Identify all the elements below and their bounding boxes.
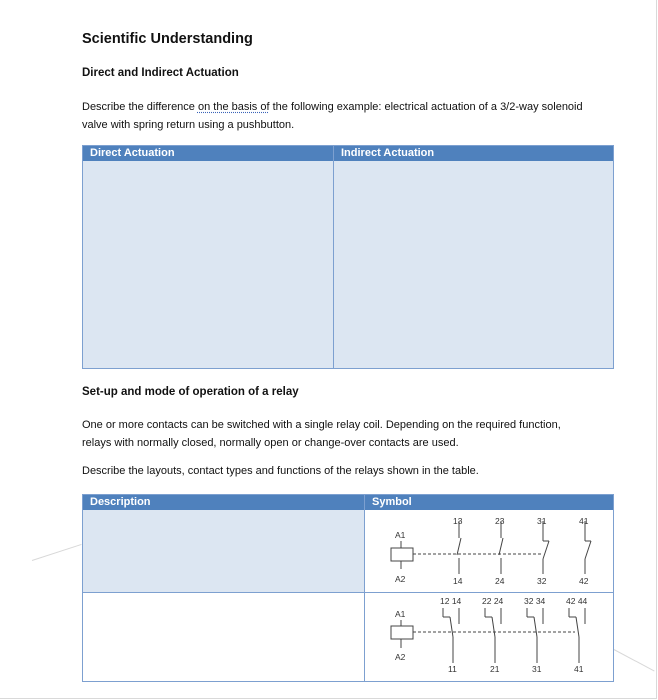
header-description: Description bbox=[83, 495, 364, 510]
relay1-coil-bottom-label: A2 bbox=[395, 574, 406, 584]
relay1-coil bbox=[391, 548, 413, 561]
relay2-top-label: 12 14 bbox=[440, 596, 462, 606]
relay1-bottom-label: 32 bbox=[537, 576, 547, 586]
column-divider bbox=[333, 146, 334, 368]
header-symbol: Symbol bbox=[365, 495, 613, 510]
relay2-bottom-label: 11 bbox=[448, 664, 457, 674]
section-heading-relay: Set-up and mode of operation of a relay bbox=[82, 386, 299, 398]
relay-paragraph-line-2: relays with normally closed, normally open or change-over contacts are used. bbox=[82, 437, 459, 449]
header-indirect-actuation: Indirect Actuation bbox=[334, 146, 613, 161]
instruction-line-1 bbox=[82, 101, 583, 113]
page-title: Scientific Understanding bbox=[82, 31, 253, 47]
relay2-symbol bbox=[365, 593, 612, 680]
instruction-text-end: the following example: electrical actuation of a 3/2-way solenoid bbox=[269, 101, 583, 113]
relay2-description-cell[interactable] bbox=[83, 593, 364, 681]
section-heading-actuation: Direct and Indirect Actuation bbox=[82, 67, 239, 79]
relay2-top-label: 32 34 bbox=[524, 596, 546, 606]
direct-actuation-cell[interactable] bbox=[83, 161, 333, 368]
grammar-flag[interactable]: on the basis of bbox=[197, 101, 270, 113]
instruction-text-start: Describe the difference bbox=[82, 101, 198, 113]
relay-table bbox=[82, 494, 614, 682]
relay1-bottom-label: 14 bbox=[453, 576, 463, 586]
relay2-coil bbox=[391, 626, 413, 639]
relay1-top-label: 13 bbox=[453, 516, 463, 526]
header-direct-actuation: Direct Actuation bbox=[83, 146, 333, 161]
relay1-symbol bbox=[365, 511, 612, 591]
relay2-top-label: 22 24 bbox=[482, 596, 504, 606]
relay2-bottom-label: 21 bbox=[490, 664, 500, 674]
relay1-top-label: 31 bbox=[537, 516, 547, 526]
relay2-bottom-label: 31 bbox=[532, 664, 542, 674]
relay2-top-label: 42 44 bbox=[566, 596, 588, 606]
relay2-bottom-label: 41 bbox=[574, 664, 584, 674]
relay2-coil-top-label: A1 bbox=[395, 609, 406, 619]
actuation-table bbox=[82, 145, 614, 369]
indirect-actuation-cell[interactable] bbox=[334, 161, 613, 368]
relay1-top-label: 41 bbox=[579, 516, 589, 526]
relay1-bottom-label: 24 bbox=[495, 576, 505, 586]
relay-instruction: Describe the layouts, contact types and functions of the relays shown in the table. bbox=[82, 465, 479, 477]
instruction-line-2: valve with spring return using a pushbutton. bbox=[82, 119, 295, 131]
relay-paragraph-line-1: One or more contacts can be switched with a single relay coil. Depending on the required function, bbox=[82, 419, 561, 431]
relay2-coil-bottom-label: A2 bbox=[395, 652, 406, 662]
relay1-description-cell[interactable] bbox=[83, 510, 364, 592]
relay1-top-label: 23 bbox=[495, 516, 505, 526]
relay1-coil-top-label: A1 bbox=[395, 530, 406, 540]
relay1-bottom-label: 42 bbox=[579, 576, 589, 586]
